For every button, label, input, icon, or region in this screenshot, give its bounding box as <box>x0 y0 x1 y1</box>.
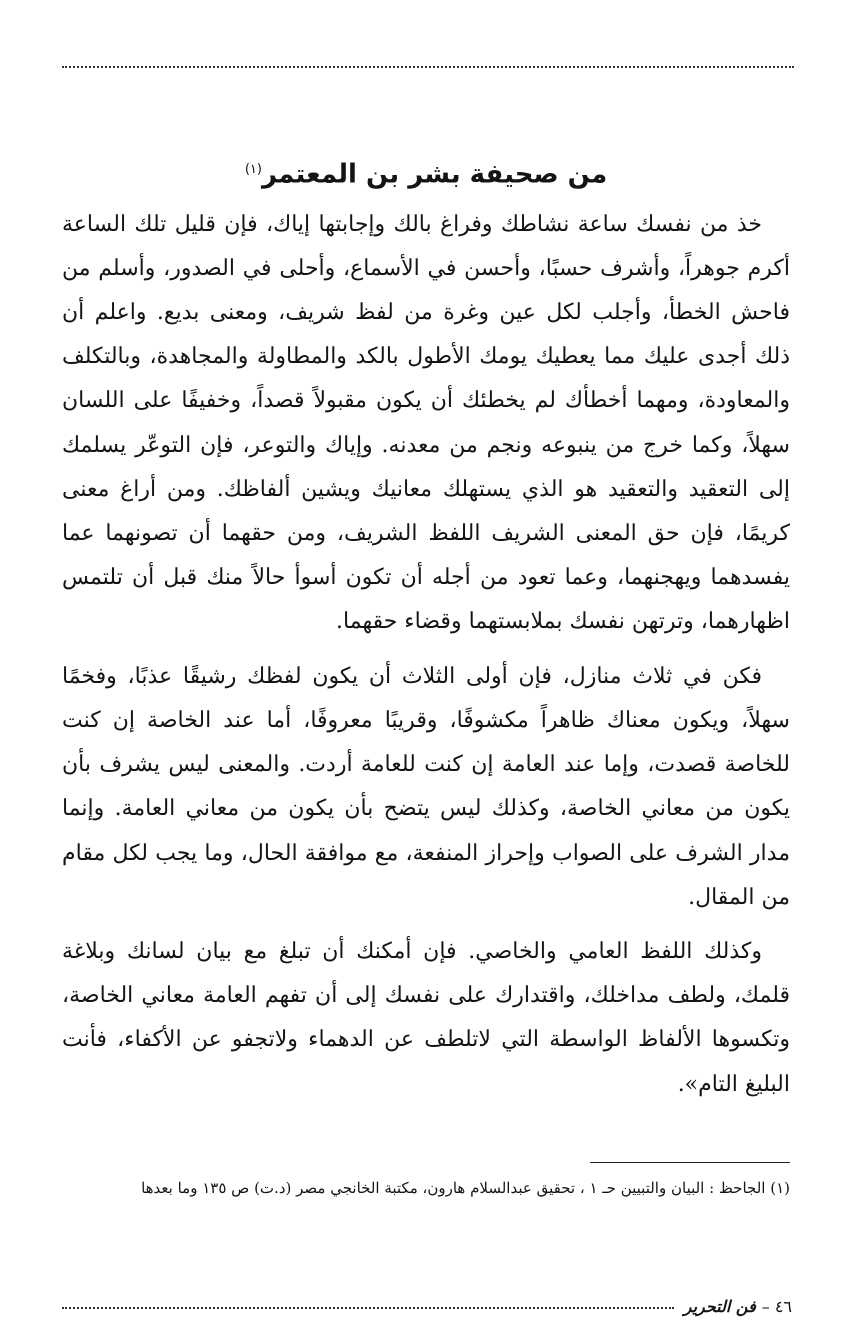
page-body <box>62 150 790 1117</box>
footnote: (١) الجاحظ : البيان والتبيين حـ ١ ، تحقيق عبدالسلام هارون، مكتبة الخانجي مصر (د.ت) ص ١٣٥ وما بعدها <box>141 1179 790 1197</box>
footnote-rule <box>590 1162 790 1163</box>
paragraph-1: خذ من نفسك ساعة نشاطك وفراغ بالك وإجابتها إياك، فإن قليل تلك الساعة أكرم جوهراً، وأشرف حسبًا، وأحسن في الأسماع، وأحلى في الصدور، وأسلم من فاحش الخطأ، وأجلب لكل عين وغرة من لفظ شريف، ومعنى بديع. واعلم أن ذلك أجدى عليك مما يعطيك يومك الأطول بالكد والمطاولة والمجاهدة، وبالتكلف والمعاودة، ومهما أخطأك لم يخطئك أن يكون مقبولاً قصداً، وخفيفًا على اللسان سهلاً، وكما خرج من ينبوعه ونجم من معدنه. وإياك والتوعر، فإن التوعّر يسلمك إلى التعقيد والتعقيد هو الذي يستهلك معانيك ويشين ألفاظك. ومن أراغ معنى كريمًا، فإن حق المعنى الشريف اللفظ الشريف، ومن حقهما أن تصونهما عما يفسدهما ويهجنهما، وعما تعود من أجله أن تكون أسوأ حالاً منك قبل أن تلتمس اظهارهما، وترتهن نفسك بملابستهما وقضاء حقهما. <box>62 211 790 635</box>
paragraph-3: وكذلك اللفظ العامي والخاصي. فإن أمكنك أن تبلغ مع بيان لسانك وبلاغة قلمك، ولطف مداخلك، واقتدارك على نفسك إلى أن تفهم العامة معاني الخاصة، وتكسوها الألفاظ الواسطة التي لاتلطف عن الدهماء ولاتجفو عن الأكفاء، فأنت البليغ التام». <box>62 938 790 1097</box>
page-footer <box>62 1296 792 1316</box>
page-number: ٤٦ – <box>761 1296 792 1316</box>
paragraph-2: فكن في ثلاث منازل، فإن أولى الثلاث أن يكون لفظك رشيقًا عذبًا، وفخمًا سهلاً، ويكون معناك ظاهراً مكشوفًا، وقريبًا معروفًا، أما عند الخاصة إن كنت للخاصة قصدت، وإما عند العامة إن كنت للعامة أردت. والمعنى ليس يشرف بأن يكون من معاني الخاصة، وكذلك ليس يتضح بأن يكون من معاني العامة. وإنما مدار الشرف على الصواب وإحراز المنفعة، مع موافقة الحال، وما يجب لكل مقام من المقال. <box>62 663 790 910</box>
footer-dotted-rule <box>62 1307 674 1309</box>
page-title <box>62 150 790 195</box>
footnote-reference: (١) <box>244 162 262 177</box>
title-text: من صحيفة بشر بن المعتمر <box>261 159 608 190</box>
running-title: فن التحرير <box>683 1296 756 1316</box>
top-dotted-rule <box>62 66 794 68</box>
